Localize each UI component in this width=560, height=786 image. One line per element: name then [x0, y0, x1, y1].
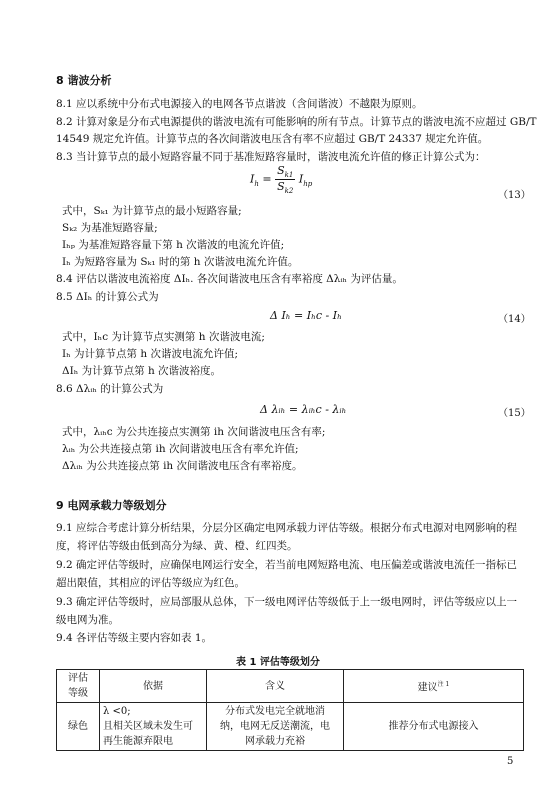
para-9-3-line1: 9.3 确定评估等级时，应局部服从总体，下一级电网评估等级低于上一级电网时，评估等级应以上一 [56, 596, 518, 608]
para-9-1-line1: 9.1 应综合考虑计算分析结果，分层分区确定电网承载力评估等级。根据分布式电源对电网影响的程 [56, 522, 518, 534]
header-grade: 评估 等级 [57, 670, 100, 703]
def-13-line2: Sₖ₂ 为基准短路容量; [62, 222, 158, 234]
def-14-line2: Iₕ 为计算节点第 h 次谐波电流允许值; [62, 348, 239, 360]
cell-advice: 推荐分布式电源接入 [344, 703, 524, 751]
page-number: 5 [507, 756, 514, 767]
para-8-5: 8.5 ΔIₕ 的计算公式为 [56, 291, 159, 303]
table-caption: 表 1 评估等级划分 [236, 657, 320, 668]
equation-14-number: （14） [498, 314, 531, 325]
equation-15-number: （15） [498, 408, 531, 419]
para-8-3: 8.3 当计算节点的最小短路容量不同于基准短路容量时，谐波电流允许值的修正计算公式为： [56, 151, 486, 163]
equation-14: Δ Iₕ = Iₕc - Iₕ [270, 309, 342, 322]
def-15-line1: 式中，λᵢₕc 为公共连接点实测第 ih 次间谐波电压含有率; [62, 426, 326, 438]
para-9-4: 9.4 各评估等级主要内容如表 1。 [56, 632, 213, 644]
para-9-1-line2: 度，将评估等级由低到高分为绿、黄、橙、红四类。 [56, 540, 298, 552]
cell-meaning: 分布式发电完全就地消 纳，电网无反送潮流，电 网承载力充裕 [207, 703, 344, 751]
section-9-heading: 9 电网承载力等级划分 [56, 499, 167, 512]
equation-13-fraction: $\frac{S_{k1}}{S_{k2}}$ [277, 164, 294, 196]
equation-13-number: （13） [498, 190, 531, 201]
para-8-1: 8.1 应以系统中分布式电源接入的电网各节点谐波（含间谐波）不越限为原则。 [56, 98, 423, 110]
cell-grade: 绿色 [57, 703, 100, 751]
header-basis: 依据 [100, 670, 207, 703]
cell-basis: λ <0; 且相关区域未发生可 再生能源弃限电 [100, 703, 207, 751]
header-meaning: 含义 [207, 670, 344, 703]
para-8-2-line1: 8.2 计算对象是分布式电源提供的谐波电流有可能影响的所有节点。计算节点的谐波电流不应超过 GB/T [56, 116, 537, 128]
def-13-line1: 式中，Sₖ₁ 为计算节点的最小短路容量; [62, 205, 242, 217]
table-row [57, 703, 524, 751]
def-14-line1: 式中，Iₕc 为计算节点实测第 h 次谐波电流; [62, 331, 265, 343]
para-8-2-line2: 14549 规定允许值。计算节点的各次间谐波电压含有率不应超过 GB/T 24337 规定允许值。 [56, 133, 489, 145]
def-14-line3: ΔIₕ 为计算节点第 h 次谐波裕度。 [62, 365, 222, 377]
def-13-line3: Iₕₚ 为基准短路容量下第 h 次谐波的电流允许值; [62, 239, 285, 251]
table-header-row [57, 670, 524, 703]
para-9-3-line2: 级电网为准。 [56, 614, 119, 626]
section-8-heading: 8 谐波分析 [56, 74, 112, 87]
def-13-line4: Iₕ 为短路容量为 Sₖ₁ 时的第 h 次谐波电流允许值。 [62, 256, 299, 268]
header-advice: 建议$^{注 1}$ [344, 670, 524, 703]
para-9-2-line1: 9.2 确定评估等级时，应确保电网运行安全，若当前电网短路电流、电压偏差或谐波电流任一指标已 [56, 559, 518, 571]
para-9-2-line2: 超出限值，其相应的评估等级应为红色。 [56, 577, 245, 589]
equation-13: $I_h$ = $\frac{S_{k1}}{S_{k2}}$ $I_{hp}$ [250, 164, 313, 196]
para-8-6: 8.6 Δλᵢₕ 的计算公式为 [56, 383, 164, 395]
equation-15: Δ λᵢₕ = λᵢₕc - λᵢₕ [260, 403, 347, 416]
grade-table [56, 669, 524, 751]
def-15-line2: λᵢₕ 为公共连接点第 ih 次间谐波电压含有率允许值; [62, 443, 299, 455]
para-8-4: 8.4 评估以谐波电流裕度 ΔIₕ. 各次间谐波电压含有率裕度 Δλᵢₕ 为评估量。 [56, 273, 403, 285]
def-15-line3: Δλᵢₕ 为公共连接点第 ih 次间谐波电压含有率裕度。 [62, 460, 303, 472]
